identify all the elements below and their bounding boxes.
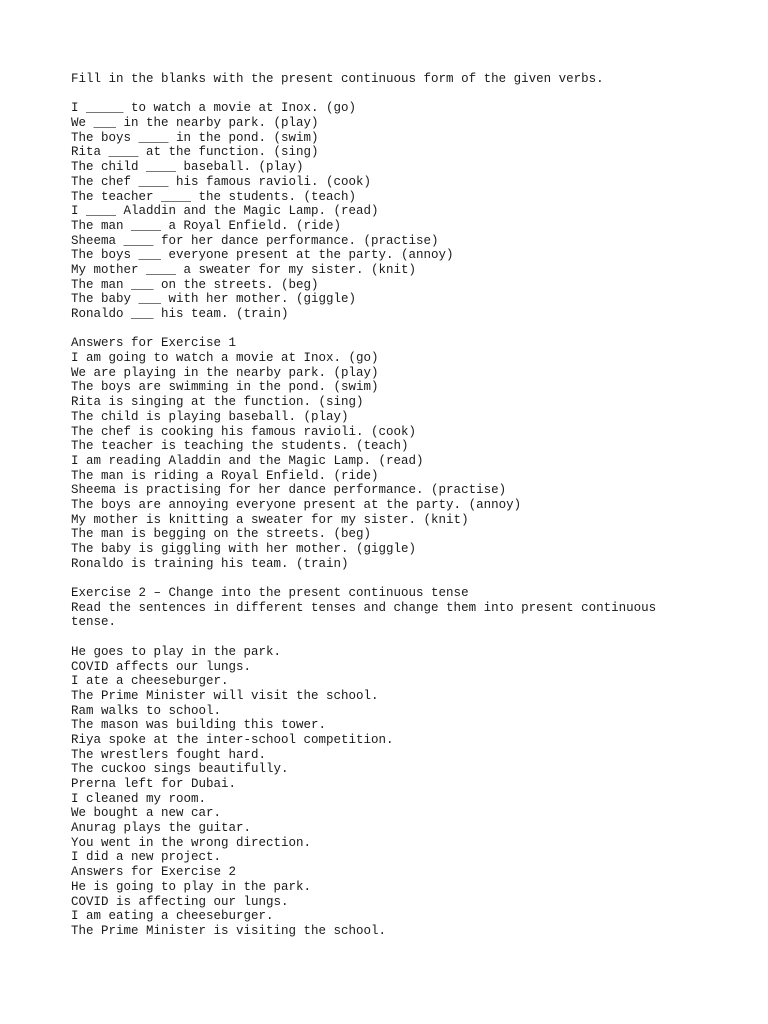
exercise2-item: I cleaned my room.: [71, 791, 207, 806]
exercise2-item: Ram walks to school.: [71, 703, 222, 718]
answers1-item: Ronaldo is training his team. (train): [71, 556, 349, 571]
answers1-item: Rita is singing at the function. (sing): [71, 395, 364, 410]
answers1-item: The man is begging on the streets. (beg): [71, 527, 372, 542]
exercise2-item: He goes to play in the park.: [71, 644, 282, 659]
answers1-item: I am reading Aladdin and the Magic Lamp. (read): [71, 453, 424, 468]
exercise2-instruction: Read the sentences in different tenses and change them into present continuous: [71, 600, 657, 615]
answers1-item: I am going to watch a movie at Inox. (go): [71, 351, 379, 366]
exercise1-item: Sheema ____ for her dance performance. (practise): [71, 233, 439, 248]
answers1-item: Sheema is practising for her dance performance. (practise): [71, 483, 507, 498]
answers2-item: I am eating a cheeseburger.: [71, 909, 274, 924]
answers1-list: [71, 351, 711, 571]
spacer: [71, 571, 711, 586]
spacer: [71, 322, 711, 337]
answers1-item: The baby is giggling with her mother. (giggle): [71, 542, 417, 556]
exercise2-list: [71, 645, 711, 865]
exercise2-item: We bought a new car.: [71, 806, 222, 821]
exercise2-item: I did a new project.: [71, 850, 222, 865]
exercise1-item: The teacher ____ the students. (teach): [71, 189, 357, 204]
exercise1-item: The boys ___ everyone present at the party. (annoy): [71, 248, 454, 263]
exercise2-instruction: tense.: [71, 615, 117, 630]
exercise2-heading: Exercise 2 – Change into the present continuous tense: [71, 586, 469, 601]
exercise1-item: Ronaldo ___ his team. (train): [71, 307, 289, 321]
answers1-heading: Answers for Exercise 1: [71, 336, 237, 351]
exercise1-list: [71, 101, 711, 321]
exercise2-item: COVID affects our lungs.: [71, 659, 252, 674]
answers1-item: The boys are swimming in the pond. (swim): [71, 380, 379, 395]
exercise1-instruction: Fill in the blanks with the present continuous form of the given verbs.: [71, 72, 604, 86]
exercise2-item: Prerna left for Dubai.: [71, 777, 237, 791]
answers2-list: [71, 880, 711, 939]
exercise2-item: The cuckoo sings beautifully.: [71, 762, 289, 777]
answers1-item: The teacher is teaching the students. (teach): [71, 439, 409, 454]
answers1-item: We are playing in the nearby park. (play): [71, 365, 379, 380]
exercise2-item: The wrestlers fought hard.: [71, 747, 267, 762]
exercise2-item: Riya spoke at the inter-school competition.: [71, 732, 394, 747]
exercise2-item: The Prime Minister will visit the school.: [71, 688, 379, 703]
answers2-item: He is going to play in the park.: [71, 879, 312, 894]
exercise1-item: The man ____ a Royal Enfield. (ride): [71, 218, 342, 233]
exercise1-item: The child ____ baseball. (play): [71, 160, 304, 175]
spacer: [71, 87, 711, 102]
exercise1-item: The chef ____ his famous ravioli. (cook): [71, 174, 372, 189]
answers1-item: The man is riding a Royal Enfield. (ride): [71, 468, 379, 483]
answers1-item: The boys are annoying everyone present at the party. (annoy): [71, 497, 522, 512]
answers2-heading: Answers for Exercise 2: [71, 865, 237, 880]
exercise2-item: The mason was building this tower.: [71, 718, 327, 733]
document-page: [71, 72, 711, 939]
exercise1-item: The man ___ on the streets. (beg): [71, 277, 319, 292]
answers1-item: The child is playing baseball. (play): [71, 409, 349, 424]
spacer: [71, 630, 711, 645]
exercise2-item: Anurag plays the guitar.: [71, 821, 252, 836]
exercise2-item: I ate a cheeseburger.: [71, 674, 229, 689]
exercise1-item: The boys ____ in the pond. (swim): [71, 130, 319, 145]
exercise1-item: We ___ in the nearby park. (play): [71, 116, 319, 131]
exercise2-item: You went in the wrong direction.: [71, 835, 312, 850]
exercise1-item: Rita ____ at the function. (sing): [71, 145, 319, 160]
answers2-item: The Prime Minister is visiting the school.: [71, 923, 387, 938]
exercise1-item: I _____ to watch a movie at Inox. (go): [71, 101, 357, 116]
exercise1-item: The baby ___ with her mother. (giggle): [71, 292, 357, 307]
exercise1-item: I ____ Aladdin and the Magic Lamp. (read): [71, 204, 379, 219]
exercise1-item: My mother ____ a sweater for my sister. (knit): [71, 262, 417, 277]
answers2-item: COVID is affecting our lungs.: [71, 894, 289, 909]
answers1-item: My mother is knitting a sweater for my sister. (knit): [71, 512, 469, 527]
answers1-item: The chef is cooking his famous ravioli. (cook): [71, 424, 417, 439]
